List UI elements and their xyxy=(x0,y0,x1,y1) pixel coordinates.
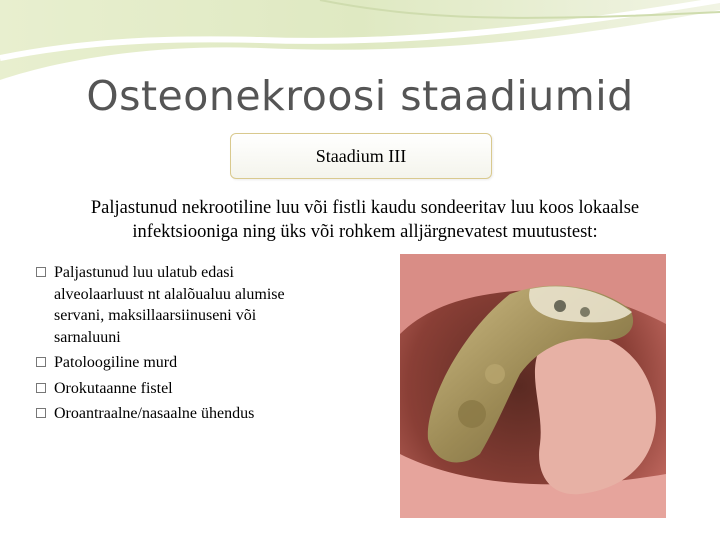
square-bullet-icon xyxy=(36,267,46,277)
bullet-item xyxy=(36,378,354,400)
bullet-text: alveolaarluust nt alalõualuu alumise xyxy=(54,285,285,303)
intro-text xyxy=(40,196,690,244)
bullet-text: Orokutaanne fistel xyxy=(54,379,173,397)
bullet-list xyxy=(36,262,354,429)
stage-label: Staadium III xyxy=(315,145,407,166)
stage-label-box xyxy=(230,133,492,179)
clinical-photo xyxy=(400,254,666,518)
bullet-text: Oroantraalne/nasaalne ühendus xyxy=(54,405,255,422)
bullet-text: sarnaluuni xyxy=(54,328,121,346)
bullet-text: Paljastunud luu ulatub edasi xyxy=(54,264,234,281)
bullet-text: Patoloogiline murd xyxy=(54,354,178,371)
slide-title: Osteonekroosi staadiumid xyxy=(86,72,634,120)
intro-line-2: infektsiooniga ning üks või rohkem alljärgnevatest muutustest: xyxy=(132,222,598,242)
bullet-item xyxy=(36,352,354,374)
square-bullet-icon xyxy=(36,383,46,393)
intro-line-1: Paljastunud nekrootiline luu või fistli kaudu sondeeritav luu koos lokaalse xyxy=(90,198,640,218)
bullet-item xyxy=(36,403,354,425)
bullet-item xyxy=(36,262,354,348)
bullet-text: servani, maksillaarsiinuseni või xyxy=(54,307,257,324)
square-bullet-icon xyxy=(36,408,46,418)
square-bullet-icon xyxy=(36,357,46,367)
